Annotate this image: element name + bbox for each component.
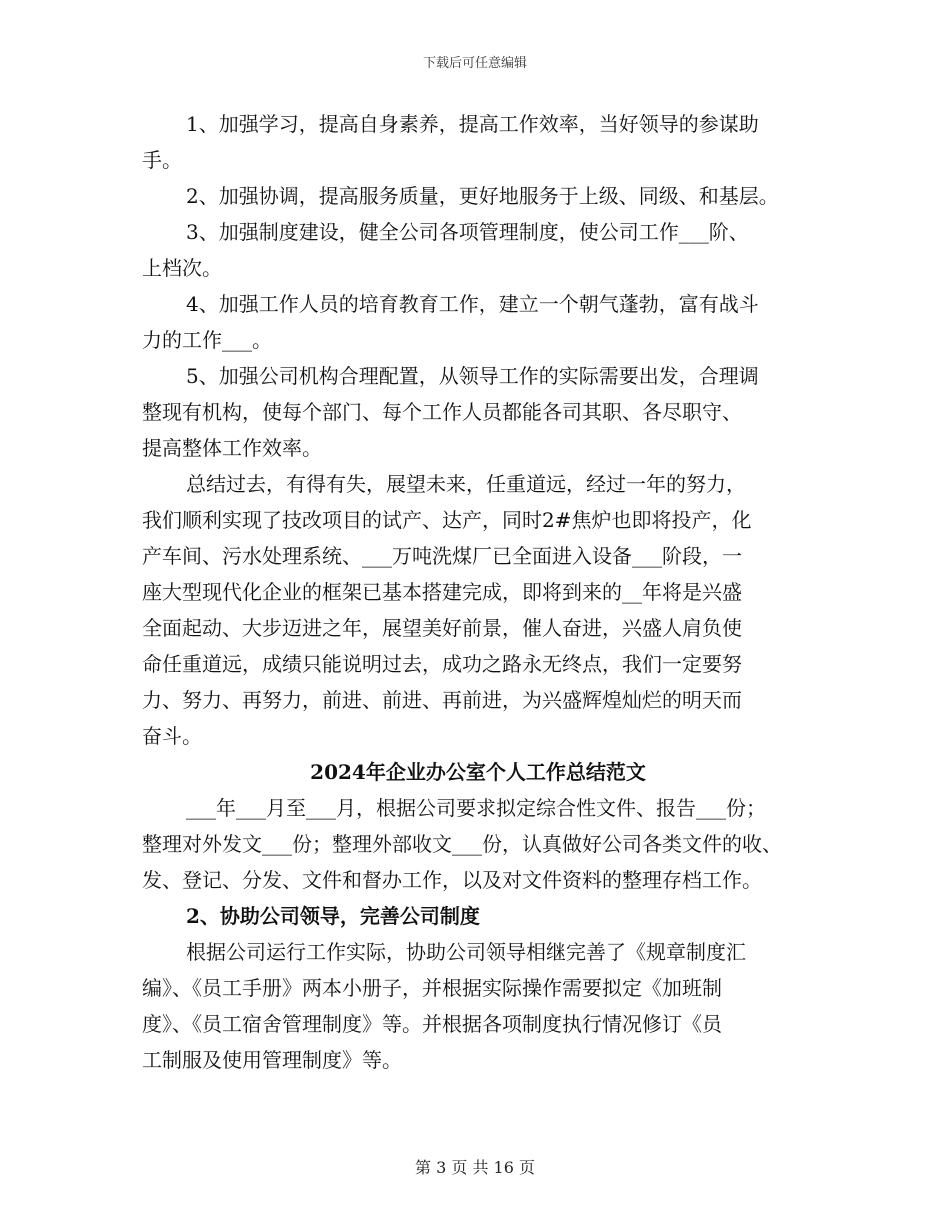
paragraph-line: 力、努力、再努力，前进、前进、再前进，为兴盛辉煌灿烂的明天而 [142,688,742,712]
subsection-heading: 2、协助公司领导，完善公司制度 [186,904,480,928]
paragraph-line: 发、登记、分发、文件和督办工作，以及对文件资料的整理存档工作。 [142,868,762,892]
paragraph-line: 力的工作___。 [142,328,272,352]
paragraph-line: 命任重道远，成绩只能说明过去，成功之路永无终点，我们一定要努 [142,652,742,676]
paragraph-line: 2、加强协调，提高服务质量，更好地服务于上级、同级、和基层。 [186,184,779,208]
paragraph-line: 工制服及使用管理制度》等。 [142,1048,402,1072]
paragraph-line: 度》、《员工宿舍管理制度》等。并根据各项制度执行情况修订《员 [142,1012,722,1036]
paragraph-line: 全面起动、大步迈进之年，展望美好前景，催人奋进，兴盛人肩负使 [142,616,742,640]
paragraph-line: 我们顺利实现了技改项目的试产、达产，同时2#焦炉也即将投产，化 [142,508,752,532]
paragraph-line: 整理对外发文___份；整理外部收文___份，认真做好公司各类文件的收、 [142,832,782,856]
paragraph-line: 1、加强学习，提高自身素养，提高工作效率，当好领导的参谋助 [186,112,759,136]
paragraph-line: 根据公司运行工作实际，协助公司领导相继完善了《规章制度汇 [186,940,746,964]
paragraph-line: 4、加强工作人员的培育教育工作，建立一个朝气蓬勃，富有战斗 [186,292,759,316]
paragraph-line: 提高整体工作效率。 [142,436,322,460]
paragraph-line: 上档次。 [142,256,222,280]
paragraph-line: 3、加强制度建设，健全公司各项管理制度，使公司工作___阶、 [186,220,749,244]
section-title: 2024年企业办公室个人工作总结范文 [310,760,646,784]
paragraph-line: 整现有机构，使每个部门、每个工作人员都能各司其职、各尽职守、 [142,400,742,424]
page-footer: 第 3 页 共 16 页 [415,1158,535,1177]
paragraph-line: ___年___月至___月，根据公司要求拟定综合性文件、报告___份； [186,796,766,820]
paragraph-line: 奋斗。 [142,724,202,748]
paragraph-line: 编》、《员工手册》两本小册子，并根据实际操作需要拟定《加班制 [142,976,722,1000]
document-body [142,106,814,1078]
paragraph-line: 座大型现代化企业的框架已基本搭建完成，即将到来的__年将是兴盛 [142,580,742,604]
page-header: 下载后可任意编辑 [422,56,527,71]
paragraph-line: 总结过去，有得有失，展望未来，任重道远，经过一年的努力， [186,472,746,496]
paragraph-line: 手。 [142,148,182,172]
paragraph-line: 产车间、污水处理系统、___万吨洗煤厂已全面进入设备___阶段，一 [142,544,742,568]
paragraph-line: 5、加强公司机构合理配置，从领导工作的实际需要出发，合理调 [186,364,759,388]
